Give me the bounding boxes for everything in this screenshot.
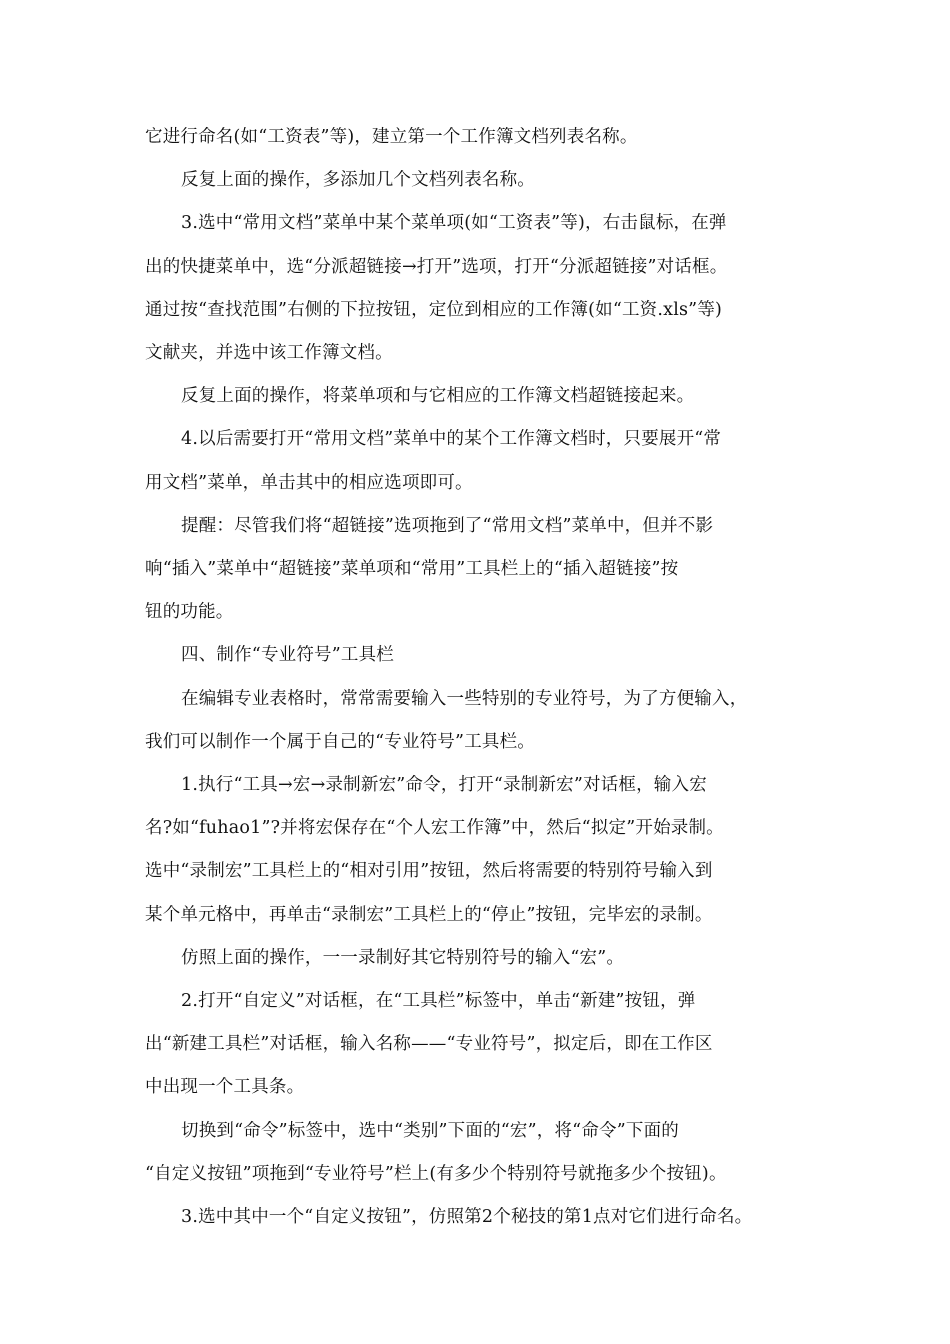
paragraph xyxy=(145,1196,815,1239)
paragraph xyxy=(145,980,815,1110)
paragraph xyxy=(145,1110,815,1196)
text-line: 2.打开“自定义”对话框，在“工具栏”标签中，单击“新建”按钮，弹 xyxy=(181,991,696,1012)
paragraph xyxy=(145,937,815,980)
paragraph xyxy=(145,375,815,418)
text-line: 反复上面的操作，多添加几个文档列表名称。 xyxy=(181,170,535,191)
text-line: “自定义按钮”项拖到“专业符号”栏上(有多少个特别符号就拖多少个按钮)。 xyxy=(145,1163,727,1184)
text-line: 仿照上面的操作，一一录制好其它特别符号的输入“宏”。 xyxy=(181,947,625,968)
text-line: 通过按“查找范围”右侧的下拉按钮，定位到相应的工作簿(如“工资.xls”等) xyxy=(145,299,723,320)
paragraph xyxy=(145,418,815,504)
text-line: 四、制作“专业符号”工具栏 xyxy=(181,645,394,666)
text-line: 3.选中其中一个“自定义按钮”，仿照第2个秘技的第1点对它们进行命名。 xyxy=(181,1207,753,1228)
text-line: 选中“录制宏”工具栏上的“相对引用”按钮，然后将需要的特别符号输入到 xyxy=(145,861,713,882)
paragraph xyxy=(145,505,815,635)
text-line: 中出现一个工具条。 xyxy=(145,1077,305,1098)
text-line: 出的快捷菜单中，选“分派超链接→打开”选项，打开“分派超链接”对话框。 xyxy=(145,256,728,277)
text-line: 切换到“命令”标签中，选中“类别”下面的“宏”，将“命令”下面的 xyxy=(181,1120,679,1141)
paragraph xyxy=(145,159,815,202)
text-line: 用文档”菜单，单击其中的相应选项即可。 xyxy=(145,472,473,493)
text-line: 反复上面的操作，将菜单项和与它相应的工作簿文档超链接起来。 xyxy=(181,386,695,407)
text-line: 在编辑专业表格时，常常需要输入一些特别的专业符号，为了方便输入， xyxy=(181,688,748,709)
text-line: 1.执行“工具→宏→录制新宏”命令，打开“录制新宏”对话框，输入宏 xyxy=(181,775,707,796)
text-line: 文献夹，并选中该工作簿文档。 xyxy=(145,343,393,364)
text-line: 提醒：尽管我们将“超链接”选项拖到了“常用文档”菜单中，但并不影 xyxy=(181,515,714,536)
paragraph xyxy=(145,678,815,764)
paragraph xyxy=(145,202,815,375)
section-heading xyxy=(145,634,815,677)
text-line: 响“插入”菜单中“超链接”菜单项和“常用”工具栏上的“插入超链接”按 xyxy=(145,559,679,580)
text-line: 钮的功能。 xyxy=(145,602,234,623)
text-line: 某个单元格中，再单击“录制宏”工具栏上的“停止”按钮，完毕宏的录制。 xyxy=(145,904,713,925)
document-body xyxy=(145,116,815,1239)
paragraph xyxy=(145,764,815,937)
text-line: 3.选中“常用文档”菜单中某个菜单项(如“工资表”等)，右击鼠标，在弹 xyxy=(181,213,727,234)
text-line: 4.以后需要打开“常用文档”菜单中的某个工作簿文档时，只要展开“常 xyxy=(181,429,722,450)
text-line: 我们可以制作一个属于自己的“专业符号”工具栏。 xyxy=(145,731,535,752)
paragraph xyxy=(145,116,815,159)
text-line: 它进行命名(如“工资表”等)，建立第一个工作簿文档列表名称。 xyxy=(145,127,638,147)
text-line: 出“新建工具栏”对话框，输入名称——“专业符号”，拟定后，即在工作区 xyxy=(145,1034,713,1055)
text-line: 名?如“fuhao1”?并将宏保存在“个人宏工作簿”中，然后“拟定”开始录制。 xyxy=(145,818,724,839)
